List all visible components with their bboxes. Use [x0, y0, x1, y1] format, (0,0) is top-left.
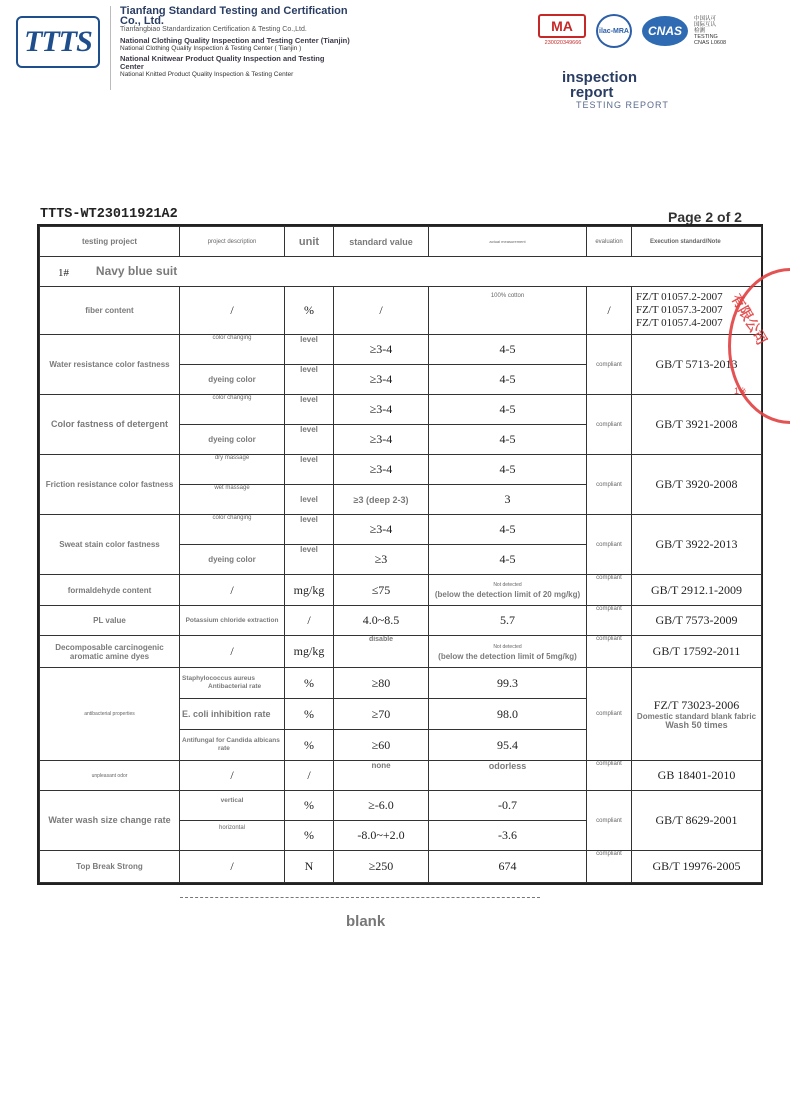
exec-cell: FZ/T 01057.2-2007 FZ/T 01057.3-2007 FZ/T 01057.4-2007	[632, 287, 762, 335]
project-fiber: fiber content	[40, 287, 180, 335]
certification-marks	[538, 14, 748, 50]
table-row	[40, 287, 762, 335]
seal-text: 有限公司	[728, 291, 771, 348]
ilac-mra-mark: ilac-MRA	[596, 14, 632, 48]
table-row: Water wash size change rate vertical % ≥-6.0 -0.7 compliant GB/T 8629-2001	[40, 791, 762, 821]
project-ph: PL value	[40, 606, 180, 636]
org-name-1-sub: Tianfangbiao Standardization Certification & Testing Co.,Ltd.	[120, 26, 307, 33]
table-row: dyeing color level ≥3 4-5	[40, 545, 762, 575]
sample-row	[40, 257, 762, 287]
header-result: actual measurement	[429, 227, 587, 257]
project-break: Top Break Strong	[40, 851, 180, 883]
header-divider	[110, 6, 111, 90]
cnas-mark: CNAS	[642, 16, 688, 46]
standard-cell: /	[334, 287, 429, 335]
table-row: dyeing color level ≥3-4 4-5	[40, 365, 762, 395]
project-water: Water resistance color fastness	[40, 335, 180, 395]
eval-cell: /	[587, 287, 632, 335]
table-row: Top Break Strong / N ≥250 674 compliant GB/T 19976-2005	[40, 851, 762, 883]
org-name-2-sub: National Clothing Quality Inspection & Testing Center ( Tianjin )	[120, 45, 302, 52]
sample-name: Navy blue suit	[95, 263, 178, 278]
company-logo: TTTS	[16, 16, 100, 68]
table-row: wet massage level ≥3 (deep 2-3) 3	[40, 485, 762, 515]
project-detergent: Color fastness of detergent	[40, 395, 180, 455]
table-row: Antifungal for Candida albicans rate % ≥60 95.4	[40, 730, 762, 761]
end-divider	[180, 897, 540, 898]
org-name-2: National Clothing Quality Inspection and Testing Center (Tianjin)	[120, 36, 350, 45]
org-name-3-sub: National Knitted Product Quality Inspection & Testing Center	[120, 71, 294, 78]
sample-id: 1#	[58, 266, 69, 279]
project-amine: Decomposable carcinogenic aromatic amine dyes	[40, 636, 180, 668]
table-row: dyeing color level ≥3-4 4-5	[40, 425, 762, 455]
table-row: Sweat stain color fastness color changing level ≥3-4 4-5 compliant GB/T 3922-2013	[40, 515, 762, 545]
result-cell: 100% cotton	[429, 287, 587, 335]
header-description: project description	[180, 227, 285, 257]
table-row: PL value Potassium chloride extraction / 4.0~8.5 5.7 compliant GB/T 7573-2009	[40, 606, 762, 636]
results-table	[37, 224, 763, 885]
table-row: Decomposable carcinogenic aromatic amine dyes / mg/kg disable Not detected (below the detection limit of 5mg/kg) compliant GB/T 17592-2011	[40, 636, 762, 668]
organization-block	[120, 6, 350, 81]
org-name-3: National Knitwear Product Quality Inspection and Testing Center	[120, 54, 325, 71]
table-row: E. coli inhibition rate % ≥70 98.0	[40, 699, 762, 730]
table-row: antibacterial properties Staphylococcus aureus Antibacterial rate % ≥80 99.3 compliant FZ/T 73023-2006 Domestic standard blank fabric Wash 50 times	[40, 668, 762, 699]
header-evaluation: evaluation	[587, 227, 632, 257]
project-sweat: Sweat stain color fastness	[40, 515, 180, 575]
project-formaldehyde: formaldehyde content	[40, 575, 180, 606]
cma-mark: MA 230020349666	[538, 14, 588, 48]
cnas-caption: 中国认可 国际互认 检测 TESTING CNAS L0608	[694, 16, 727, 46]
org-name-1: Tianfang Standard Testing and Certification Co., Ltd.	[120, 5, 348, 27]
project-friction: Friction resistance color fastness	[40, 455, 180, 515]
header-unit: unit	[285, 227, 334, 257]
report-number: TTTS-WT23011921A2	[40, 207, 178, 222]
seal-mark: 1※	[734, 386, 747, 396]
unit-cell: %	[285, 287, 334, 335]
project-antibacterial: antibacterial properties	[40, 668, 180, 761]
header-standard: standard value	[334, 227, 429, 257]
table-row: unpleasant odor / / none odorless compliant GB 18401-2010	[40, 761, 762, 791]
desc-cell: /	[180, 287, 285, 335]
header-project: testing project	[40, 227, 180, 257]
table-row: Friction resistance color fastness dry massage level ≥3-4 4-5 compliant GB/T 3920-2008	[40, 455, 762, 485]
report-title: inspection report TESTING REPORT	[562, 69, 669, 110]
blank-label: blank	[346, 913, 386, 930]
page-indicator: Page 2 of 2	[668, 209, 742, 225]
table-row: horizontal % -8.0~+2.0 -3.6	[40, 821, 762, 851]
project-odor: unpleasant odor	[40, 761, 180, 791]
project-wash: Water wash size change rate	[40, 791, 180, 851]
table-row: Water resistance color fastness color changing level ≥3-4 4-5 compliant GB/T 5713-2013	[40, 335, 762, 365]
header-execution: Execution standard/Note	[632, 227, 762, 257]
table-row: Color fastness of detergent color changing level ≥3-4 4-5 compliant GB/T 3921-2008	[40, 395, 762, 425]
table-row: formaldehyde content / mg/kg ≤75 Not detected (below the detection limit of 20 mg/kg) compliant GB/T 2912.1-2009	[40, 575, 762, 606]
table-header-row	[40, 227, 762, 257]
